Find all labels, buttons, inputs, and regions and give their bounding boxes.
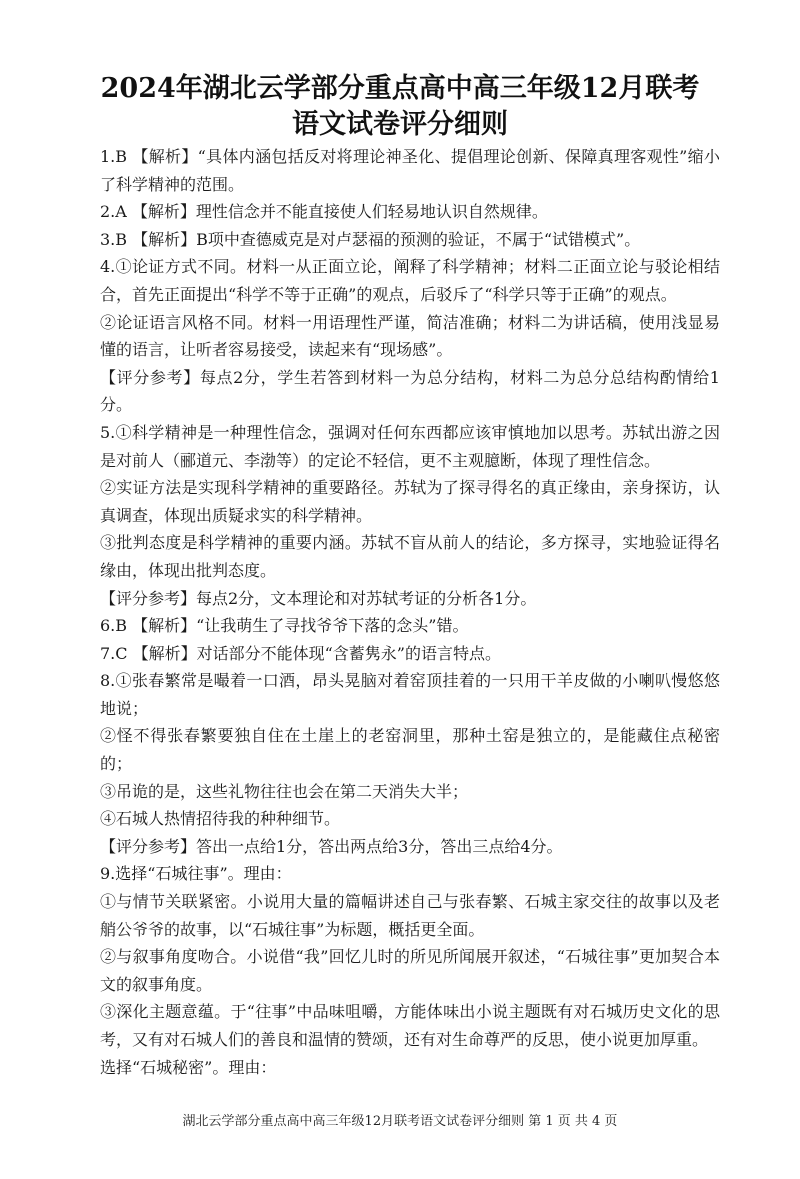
answer-paragraph: ①与情节关联紧密。小说用大量的篇幅讲述自己与张春繁、石城主家交往的故事以及老艄公爷爷的故事，以“石城往事”为标题，概括更全面。 [100,892,720,939]
answer-paragraph: 8.①张春繁常是嘬着一口酒，昂头晃脑对着窑顶挂着的一只用干羊皮做的小喇叭慢悠悠地说； [100,671,720,718]
answer-paragraph: ③深化主题意蕴。于“往事”中品味咀嚼，方能体味出小说主题既有对石城历史文化的思考，又有对石城人们的善良和温情的赞颂，还有对生命尊严的反思，使小说更加厚重。 [100,1002,720,1049]
scoring-note: 【评分参考】每点2分，文本理论和对苏轼考证的分析各1分。 [100,588,537,608]
exam-title: 2024年湖北云学部分重点高中高三年级12月联考 [100,73,700,104]
answer-paragraph: ③吊诡的是，这些礼物往往也会在第二天消失大半； [100,781,469,801]
answer-paragraph: ②实证方法是实现科学精神的重要路径。苏轼为了探寻得名的真正缘由，亲身探访，认真调查，体现出质疑求实的科学精神。 [100,478,720,525]
answer-paragraph: 5.①科学精神是一种理性信念，强调对任何东西都应该审慎地加以思考。苏轼出游之因是对前人（郦道元、李渤等）的定论不轻信，更不主观臆断，体现了理性信念。 [100,422,720,470]
answer-paragraph: ②怪不得张春繁要独自住在土崖上的老窑洞里，那种土窑是独立的，是能藏住点秘密的； [100,726,720,774]
answer-paragraph: 6.B 【解析】“让我萌生了寻找爷爷下落的念头”错。 [100,616,469,636]
answer-paragraph: 2.A 【解析】理性信念并不能直接使人们轻易地认识自然规律。 [100,202,548,222]
scoring-note: 【评分参考】答出一点给1分，答出两点给3分，答出三点给4分。 [100,836,563,856]
answer-paragraph: 4.①论证方式不同。材料一从正面立论，阐释了科学精神；材料二正面立论与驳论相结合，首先正面提出“科学不等于正确”的观点，后驳斥了“科学只等于正确”的观点。 [100,257,720,304]
document-subtitle: 语文试卷评分细则 [292,109,508,140]
answer-paragraph: 7.C 【解析】对话部分不能体现“含蓄隽永”的语言特点。 [100,643,501,663]
answer-content [100,143,720,1081]
answer-paragraph: 1.B 【解析】“具体内涵包括反对将理论神圣化、提倡理论创新、保障真理客观性”缩小了科学精神的范围。 [100,147,720,194]
page-footer: 湖北云学部分重点高中高三年级12月联考语文试卷评分细则 第 1 页 共 4 页 [182,1114,618,1129]
answer-paragraph: ③批判态度是科学精神的重要内涵。苏轼不盲从前人的结论，多方探寻，实地验证得名缘由，体现出批判态度。 [100,533,720,580]
answer-paragraph: ②与叙事角度吻合。小说借“我”回忆儿时的所见所闻展开叙述，“石城往事”更加契合本文的叙事角度。 [100,947,720,994]
scoring-note: 【评分参考】每点2分，学生若答到材料一为总分结构，材料二为总分总结构酌情给1分。 [100,367,720,415]
answer-paragraph: 选择“石城秘密”。理由： [100,1057,277,1077]
answer-paragraph: 9.选择“石城往事”。理由： [100,864,292,884]
answer-paragraph: ④石城人热情招待我的种种细节。 [100,809,341,829]
answer-paragraph: ②论证语言风格不同。材料一用语理性严谨，简洁准确；材料二为讲话稿，使用浅显易懂的语言，让听者容易接受，读起来有“现场感”。 [100,312,720,360]
answer-paragraph: 3.B 【解析】B项中查德威克是对卢瑟福的预测的验证，不属于“试错模式”。 [100,229,641,249]
